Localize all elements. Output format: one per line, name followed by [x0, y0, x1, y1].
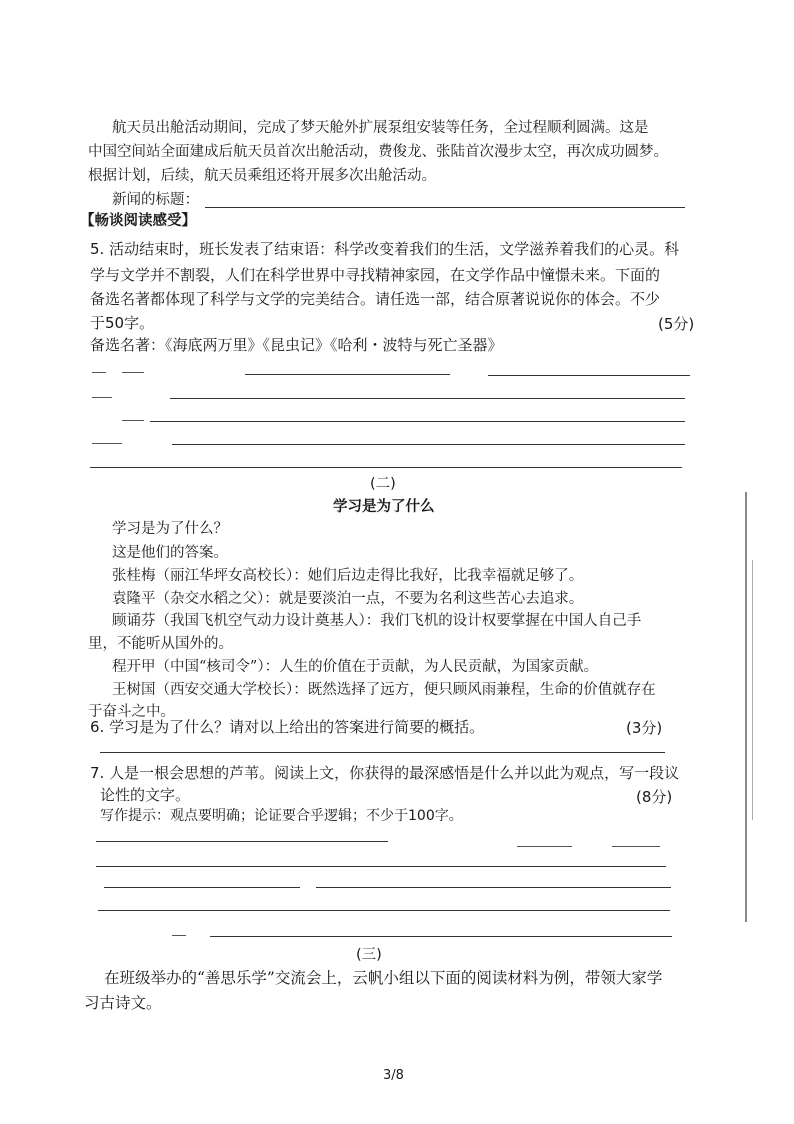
part2-para-4: 袁隆平（杂交水稻之父）：就是要淡泊一点，不要为名利这些苦心去追求。: [112, 591, 584, 607]
q5-answer-mark: [92, 397, 112, 398]
part3-line-2: 习古诗文。: [84, 994, 162, 1012]
intro-line-2: 中国空间站全面建成后航天员首次出舱活动，费俊龙、张陆首次漫步太空，再次成功圆梦。: [88, 144, 668, 160]
q5-books: 备选名著：《海底两万里》《昆虫记》《哈利・波特与死亡圣器》: [90, 336, 503, 354]
q5-score: (5分): [658, 315, 695, 333]
q5-answer-line-5: [90, 467, 682, 468]
q7-answer-line-4: [98, 910, 670, 911]
q5-answer-mark: [122, 372, 144, 373]
page-number: 3/8: [383, 1068, 404, 1083]
q7-score: (8分): [636, 788, 673, 806]
q6-text: 6. 学习是为了什么？请对以上给出的答案进行简要的概括。: [90, 718, 485, 736]
q5-line-1: 5. 活动结束时，班长发表了结束语：科学改变着我们的生活，文学滋养着我们的心灵。科: [90, 240, 680, 258]
headline-label: 新闻的标题：: [112, 192, 199, 208]
scan-edge-artifact: [752, 560, 753, 820]
q7-line-2: 论性的文字。: [100, 786, 191, 804]
part2-number: (二): [370, 476, 396, 492]
part3-line-1: 在班级举办的“善思乐学”交流会上，云帆小组以下面的阅读材料为例，带领大家学: [104, 969, 663, 987]
q5-answer-mark: [92, 372, 106, 373]
q5-line-3: 备选名著都体现了科学与文学的完美结合。请任选一部，结合原著说说你的体会。不少: [90, 290, 661, 308]
q7-answer-line-1a: [96, 841, 388, 842]
q6-score: (3分): [626, 719, 663, 737]
part3-number: (三): [356, 947, 382, 963]
q7-answer-mark: [612, 846, 660, 847]
q5-answer-mark: [122, 420, 144, 421]
intro-line-3: 根据计划，后续，航天员乘组还将开展多次出舱活动。: [88, 168, 436, 184]
q5-line-2: 学与文学并不割裂，人们在科学世界中寻找精神家园，在文学作品中憧憬未来。下面的: [90, 266, 661, 284]
part2-para-6: 程开甲（中国“核司令”）：人生的价值在于贡献，为人民贡献，为国家贡献。: [112, 659, 599, 675]
q7-writing-tip: 写作提示：观点要明确；论证要合乎逻辑；不少于100字。: [100, 808, 463, 824]
part2-para-2: 这是他们的答案。: [112, 545, 228, 561]
q5-answer-mark: [92, 443, 122, 444]
part2-para-5a: 顾诵芬（我国飞机空气动力设计奠基人）：我们飞机的设计权要掌握在中国人自己手: [112, 613, 642, 629]
section-heading: 【畅谈阅读感受】: [80, 213, 196, 229]
part2-para-5b: 里，不能听从国外的。: [88, 636, 233, 652]
q7-line-1: 7. 人是一根会思想的芦苇。阅读上文，你获得的最深感悟是什么并以此为观点，写一段议: [90, 764, 680, 782]
headline-answer-line: [205, 207, 685, 208]
q7-answer-line-3a: [104, 887, 300, 888]
q7-answer-mark: [517, 846, 572, 847]
q7-answer-line-2: [96, 866, 666, 867]
part2-para-3: 张桂梅（丽江华坪女高校长）：她们后边走得比我好，比我幸福就足够了。: [112, 568, 584, 584]
part2-para-7b: 于奋斗之中。: [88, 704, 175, 720]
q5-line-4: 于50字。: [90, 314, 155, 332]
part2-para-1: 学习是为了什么？: [112, 521, 228, 537]
q7-answer-line-3b: [316, 887, 671, 888]
q5-answer-line-2: [170, 398, 685, 399]
intro-line-1: 航天员出舱活动期间，完成了梦天舱外扩展泵组安装等任务，全过程顺利圆满。这是: [112, 120, 649, 136]
part2-title: 学习是为了什么: [333, 499, 435, 515]
q7-answer-line-5: [210, 936, 672, 937]
q5-answer-line-1a: [245, 374, 450, 375]
q6-answer-line: [100, 752, 665, 753]
q5-answer-line-3: [150, 421, 685, 422]
q5-answer-line-1b: [488, 375, 690, 376]
q5-answer-line-4: [172, 444, 685, 445]
scan-edge-artifact: [745, 492, 747, 922]
part2-para-7a: 王树国（西安交通大学校长）：既然选择了远方，便只顾风雨兼程，生命的价值就存在: [112, 682, 656, 698]
q7-answer-mark: [172, 935, 186, 936]
